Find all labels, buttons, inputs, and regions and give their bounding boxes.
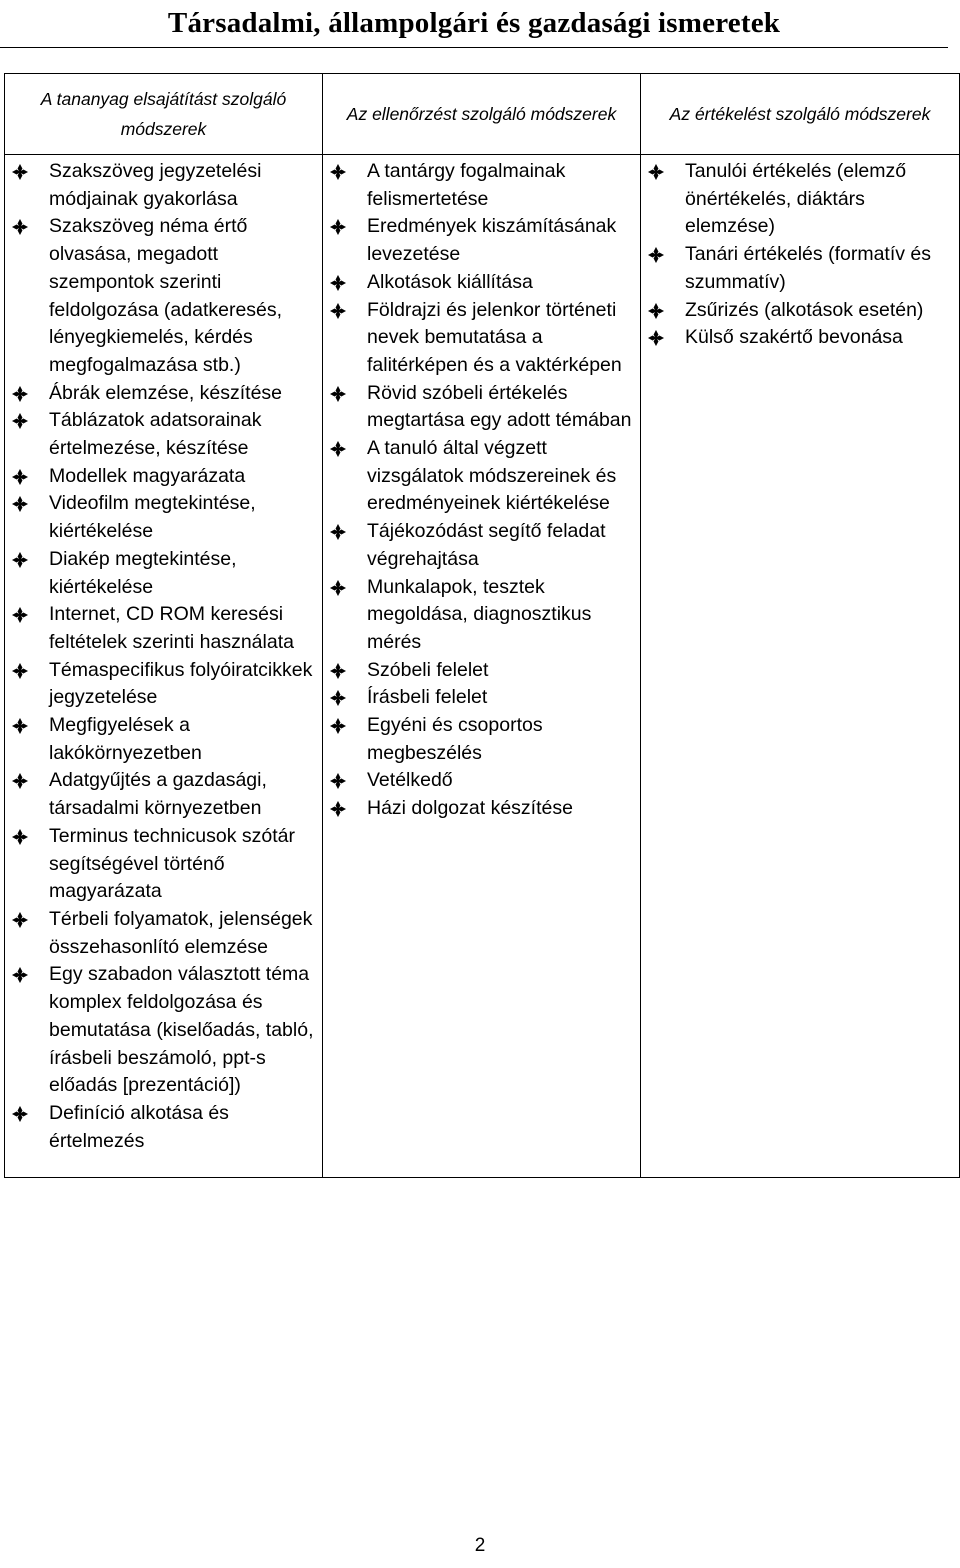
list-item-text: Eredmények kiszámításának levezetése xyxy=(367,215,617,266)
list-item xyxy=(323,657,640,685)
list-item-text: Definíció alkotása és értelmezés xyxy=(49,1101,229,1152)
list-item xyxy=(323,684,640,712)
list-item xyxy=(323,767,640,795)
diamond-bullet-icon xyxy=(330,386,346,402)
list-item-text: Térbeli folyamatok, jelenségek összehasonlító elemzése xyxy=(49,907,313,958)
diamond-bullet-icon xyxy=(12,164,28,180)
list-item xyxy=(641,324,959,352)
list-item-text: Írásbeli felelet xyxy=(367,686,488,709)
evaluation-methods-cell xyxy=(641,155,960,1178)
diamond-bullet-icon xyxy=(648,164,664,180)
header-evaluation-methods: Az értékelést szolgáló módszerek xyxy=(641,74,960,155)
diamond-bullet-icon xyxy=(330,580,346,596)
list-item-text: Ábrák elemzése, készítése xyxy=(49,381,283,404)
list-item xyxy=(5,823,322,906)
list-item xyxy=(5,767,322,822)
diamond-bullet-icon xyxy=(12,386,28,402)
diamond-bullet-icon xyxy=(12,607,28,623)
list-item xyxy=(5,657,322,712)
list-item xyxy=(5,213,322,379)
list-item xyxy=(5,1100,322,1155)
diamond-bullet-icon xyxy=(330,773,346,789)
list-item xyxy=(5,463,322,491)
list-item xyxy=(641,297,959,325)
diamond-bullet-icon xyxy=(12,912,28,928)
diamond-bullet-icon xyxy=(12,496,28,512)
list-item xyxy=(5,407,322,462)
learning-methods-list xyxy=(5,155,322,1155)
list-item xyxy=(5,961,322,1100)
list-item-text: Egyéni és csoportos megbeszélés xyxy=(367,714,543,764)
learning-methods-cell xyxy=(5,155,323,1178)
diamond-bullet-icon xyxy=(12,967,28,983)
table-header-row xyxy=(5,74,960,155)
list-item xyxy=(323,213,640,268)
list-item xyxy=(323,518,640,573)
diamond-bullet-icon xyxy=(12,1106,28,1122)
methods-table xyxy=(4,73,960,1178)
list-item xyxy=(323,158,640,213)
list-item xyxy=(323,435,640,518)
diamond-bullet-icon xyxy=(12,718,28,734)
diamond-bullet-icon xyxy=(648,330,664,346)
list-item xyxy=(5,906,322,961)
diamond-bullet-icon xyxy=(648,303,664,319)
list-item-text: Rövid szóbeli értékelés megtartása egy adott témában xyxy=(367,381,632,432)
list-item xyxy=(5,158,322,213)
diamond-bullet-icon xyxy=(12,469,28,485)
list-item-text: Megfigyelések a lakókörnyezetben xyxy=(49,714,202,764)
diamond-bullet-icon xyxy=(330,663,346,679)
diamond-bullet-icon xyxy=(12,552,28,568)
list-item-text: A tanuló által végzett vizsgálatok módszereinek és eredményeinek kiértékelése xyxy=(367,437,617,515)
diamond-bullet-icon xyxy=(648,247,664,263)
diamond-bullet-icon xyxy=(12,219,28,235)
list-item xyxy=(5,490,322,545)
list-item-text: Szóbeli felelet xyxy=(367,658,489,681)
list-item xyxy=(323,380,640,435)
header-assessment-methods: Az ellenőrzést szolgáló módszerek xyxy=(323,74,641,155)
diamond-bullet-icon xyxy=(12,413,28,429)
list-item xyxy=(641,158,959,241)
assessment-methods-list xyxy=(323,155,640,823)
diamond-bullet-icon xyxy=(330,718,346,734)
diamond-bullet-icon xyxy=(330,441,346,457)
diamond-bullet-icon xyxy=(330,219,346,235)
list-item xyxy=(5,712,322,767)
page-header xyxy=(0,0,948,48)
diamond-bullet-icon xyxy=(12,773,28,789)
page-number: 2 xyxy=(474,1535,486,1556)
list-item xyxy=(5,601,322,656)
list-item-text: Külső szakértő bevonása xyxy=(685,326,903,349)
list-item-text: Videofilm megtekintése, kiértékelése xyxy=(49,492,256,543)
list-item-text: Alkotások kiállítása xyxy=(367,270,533,293)
list-item-text: Tanulói értékelés (elemző önértékelés, diáktárs elemzése) xyxy=(685,160,907,238)
list-item-text: Zsűrizés (alkotások esetén) xyxy=(685,298,924,321)
list-item-text: Diakép megtekintése, kiértékelése xyxy=(49,547,237,598)
list-item-text: Szakszöveg jegyzetelési módjainak gyakorlása xyxy=(49,160,262,210)
list-item xyxy=(5,546,322,601)
list-item-text: Terminus technicusok szótár segítségével történő magyarázata xyxy=(49,824,296,903)
list-item xyxy=(323,795,640,823)
list-item-text: Munkalapok, tesztek megoldása, diagnosztikus mérés xyxy=(367,575,592,653)
list-item-text: Táblázatok adatsorainak értelmezése, készítése xyxy=(49,409,262,460)
list-item-text: Adatgyűjtés a gazdasági, társadalmi környezetben xyxy=(49,769,267,820)
diamond-bullet-icon xyxy=(330,303,346,319)
list-item-text: Tanári értékelés (formatív és szummatív) xyxy=(685,243,932,293)
diamond-bullet-icon xyxy=(330,524,346,540)
diamond-bullet-icon xyxy=(330,164,346,180)
list-item-text: Témaspecifikus folyóiratcikkek jegyzetelése xyxy=(49,658,313,709)
list-item xyxy=(323,712,640,767)
list-item-text: Földrajzi és jelenkor történeti nevek bemutatása a falitérképen és a vaktérképen xyxy=(367,298,622,376)
table-body-row xyxy=(5,155,960,1178)
list-item-text: Modellek magyarázata xyxy=(49,464,246,487)
evaluation-methods-list xyxy=(641,155,959,352)
list-item xyxy=(641,241,959,296)
diamond-bullet-icon xyxy=(330,275,346,291)
diamond-bullet-icon xyxy=(12,829,28,845)
list-item-text: Vetélkedő xyxy=(367,769,453,792)
list-item-text: A tantárgy fogalmainak felismertetése xyxy=(367,160,566,210)
diamond-bullet-icon xyxy=(330,690,346,706)
document-title: Társadalmi, állampolgári és gazdasági ismeretek xyxy=(167,7,781,39)
list-item-text: Szakszöveg néma értő olvasása, megadott szempontok szerinti feldolgozása (adatkeresés, lényegkiemelés, kérdés megfogalmazása stb.) xyxy=(49,215,283,376)
list-item xyxy=(323,269,640,297)
list-item-text: Internet, CD ROM keresési feltételek szerinti használata xyxy=(49,603,294,653)
diamond-bullet-icon xyxy=(12,663,28,679)
list-item xyxy=(323,574,640,657)
assessment-methods-cell xyxy=(323,155,641,1178)
list-item-text: Egy szabadon választott téma komplex feldolgozása és bemutatása (kiselőadás, tabló, írásbeli beszámoló, ppt-s előadás [prezentáció]) xyxy=(49,963,314,1097)
list-item-text: Tájékozódást segítő feladat végrehajtása xyxy=(367,520,606,570)
diamond-bullet-icon xyxy=(330,801,346,817)
list-item xyxy=(5,380,322,408)
header-learning-methods: A tananyag elsajátítást szolgáló módszerek xyxy=(5,74,323,155)
list-item-text: Házi dolgozat készítése xyxy=(367,797,573,820)
list-item xyxy=(323,297,640,380)
